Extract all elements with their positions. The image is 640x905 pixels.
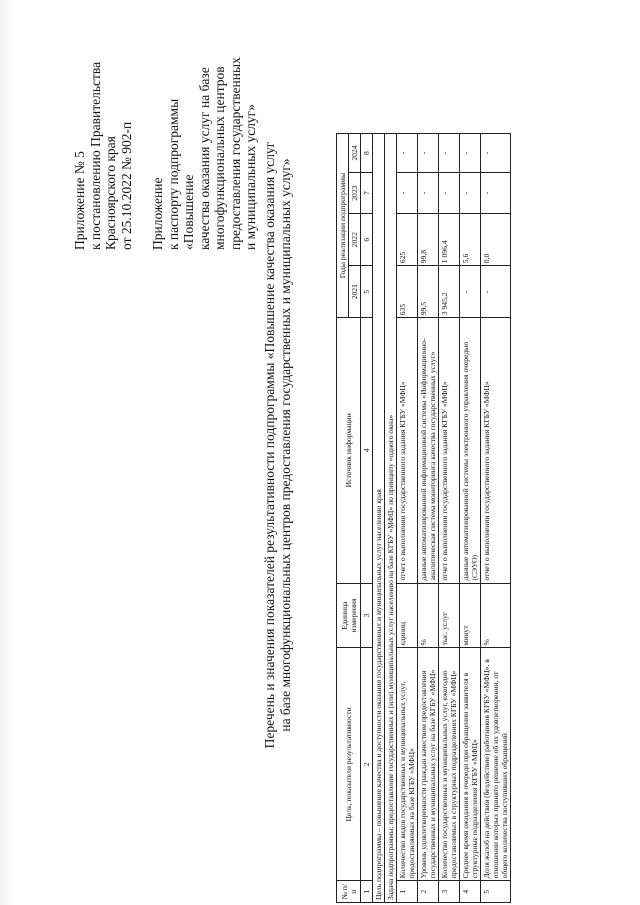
goal-text: Цель подпрограммы – повышение качества и доступности оказания государственных и муниципальных услуг населению края — [373, 134, 385, 903]
table-row — [460, 134, 481, 903]
annex-sub-line: к паспорту подпрограммы «Повышение — [165, 98, 196, 250]
header-num: № п/п — [337, 881, 361, 903]
annex-main-block — [72, 20, 134, 250]
row-indicator: Количество государственных и муниципальных услуг, ежегодно предоставляемых в структурных подразделениях КГБУ «МФЦ» — [439, 648, 460, 881]
row-value-2023: - — [439, 173, 460, 214]
row-indicator: Уровень удовлетворенности граждан качеством предоставления государственных и муниципальных услуг на базе КГБУ «МФЦ» — [418, 648, 439, 881]
column-number: 3 — [361, 583, 373, 648]
row-value-2021: 635 — [397, 266, 418, 318]
task-text: Задача подпрограммы: предоставление государственных и (или) муниципальных услуг населению на базе КГБУ «МФЦ» по принципу «одного окна» — [385, 134, 397, 903]
column-number: 2 — [361, 648, 373, 881]
annex-sub-line: предоставления государственных — [227, 57, 243, 250]
row-value-2023: - — [397, 173, 418, 214]
row-value-2024: - — [397, 134, 418, 173]
task-row — [385, 134, 397, 903]
annex-sub-block — [150, 20, 259, 250]
row-value-2021: 99,5 — [418, 266, 439, 318]
row-value-2022: 1 096,4 — [439, 214, 460, 266]
annex-sub-line: качества оказания услуг на базе — [196, 67, 212, 250]
header-year: 2022 — [349, 214, 361, 266]
row-source: отчет о выполнении государственного задания КГБУ «МФЦ» — [439, 318, 460, 583]
row-num: 5 — [481, 881, 511, 903]
row-num: 4 — [460, 881, 481, 903]
row-value-2022: 0,0 — [481, 214, 511, 266]
row-unit: % — [481, 583, 511, 648]
row-value-2023: - — [460, 173, 481, 214]
header-unit: Единица измерения — [337, 583, 361, 648]
row-indicator: Количество видов государственных и муниципальных услуг, предоставляемых на базе КГБУ «МФЦ» — [397, 648, 418, 881]
row-value-2021: 3 945,2 — [439, 266, 460, 318]
header-row — [337, 134, 349, 903]
title-line: Перечень и значения показателей результативности подпрограммы «Повышение качества оказания услуг — [262, 141, 277, 749]
indicators-table — [336, 133, 511, 903]
row-num: 2 — [418, 881, 439, 903]
column-number: 7 — [361, 173, 373, 214]
row-source: отчет о выполнении государственного задания КГБУ «МФЦ» — [397, 318, 418, 583]
header-year: 2024 — [349, 134, 361, 173]
annex-sub-line: многофункциональных центров — [212, 66, 227, 250]
row-value-2024: - — [439, 134, 460, 173]
row-unit: тыс. услуг — [439, 583, 460, 648]
column-number: 5 — [361, 266, 373, 318]
row-value-2024: - — [418, 134, 439, 173]
table-row — [439, 134, 460, 903]
row-unit: единиц — [397, 583, 418, 648]
header-source: Источник информации — [337, 318, 361, 583]
header-year: 2023 — [349, 173, 361, 214]
column-number-row — [361, 134, 373, 903]
row-value-2024: - — [481, 134, 511, 173]
row-value-2023: - — [481, 173, 511, 214]
document-title — [262, 65, 294, 825]
row-num: 1 — [397, 881, 418, 903]
row-source: отчет о выполнении государственного задания КГБУ «МФЦ» — [481, 318, 511, 583]
table-row — [397, 134, 418, 903]
row-unit: минут — [460, 583, 481, 648]
column-number: 4 — [361, 318, 373, 583]
row-value-2023: - — [418, 173, 439, 214]
table-row — [481, 134, 511, 903]
annex-main-line: Красноярского края — [103, 136, 118, 250]
table-row — [418, 134, 439, 903]
annex-sub-line: Приложение — [150, 177, 165, 250]
title-line: на базе многофункциональных центров предоставления государственных и муниципальных услуг» — [278, 158, 293, 732]
row-num: 3 — [439, 881, 460, 903]
annex-sub-line: и муниципальных услуг» — [243, 104, 258, 250]
annex-main-line: Приложение № 5 — [72, 151, 87, 250]
row-value-2021: - — [460, 266, 481, 318]
header-year: 2021 — [349, 266, 361, 318]
column-number: 6 — [361, 214, 373, 266]
row-source: данные автоматизированной системы электронного управления очередью (СЭУО) — [460, 318, 481, 583]
column-number: 1 — [361, 881, 373, 903]
annex-main-line: к постановлению Правительства — [87, 61, 103, 250]
row-value-2022: 625 — [397, 214, 418, 266]
row-value-2024: - — [460, 134, 481, 173]
row-indicator: Среднее время ожидания в очереди при обращении заявителя в структурные подразделения КГБУ «МФЦ» — [460, 648, 481, 881]
column-number: 8 — [361, 134, 373, 173]
header-years-group: Годы реализации подпрограммы — [337, 134, 349, 318]
header-name: Цель, показатели результативности — [337, 648, 361, 881]
annex-main-line: от 25.10.2022 № 902-п — [118, 121, 134, 250]
row-value-2022: 99,8 — [418, 214, 439, 266]
row-source: данные автоматизированной информационной системы «Информационно-аналитическая система мониторинга качества государственных услуг» — [418, 318, 439, 583]
row-value-2022: 5,6 — [460, 214, 481, 266]
row-value-2021: - — [481, 266, 511, 318]
row-indicator: Доля жалоб на действия (бездействие) работников КГБУ «МФЦ», в отношении которых принято решение об их удовлетворении, от общего количества поступивших обращений — [481, 648, 511, 881]
goal-row — [373, 134, 385, 903]
row-unit: % — [418, 583, 439, 648]
